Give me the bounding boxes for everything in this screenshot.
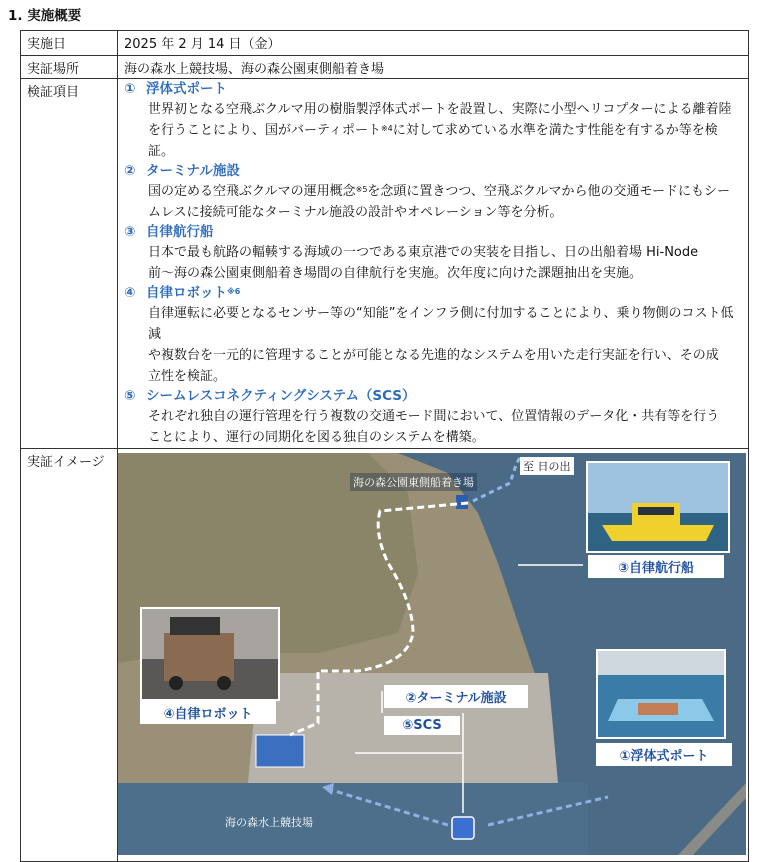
item-line: 国の定める空飛ぶクルマの運用概念 xyxy=(148,184,356,199)
port-label: ①浮体式ポート xyxy=(596,743,732,766)
item-number: ④ xyxy=(124,285,136,301)
item-line: や複数台を一元的に管理することが可能となる先進的なシステムを用いた走行実証を行い、その成 xyxy=(148,348,719,363)
aerial-map xyxy=(118,453,746,855)
item-floating-port xyxy=(118,80,748,162)
item-autonomous-robot xyxy=(118,284,748,387)
item-number: ② xyxy=(124,163,136,179)
item-line: ことにより、運行の同期化を図る独自のシステムを構築。 xyxy=(148,430,485,445)
image-label: 実証イメージ xyxy=(21,449,118,862)
item-number: ③ xyxy=(124,224,136,240)
section-heading: 1. 実施概要 xyxy=(8,8,82,24)
robot-label: ④自律ロボット xyxy=(140,701,276,724)
item-line: に対して求めている水準を満たす性能を有するか等を検証。 xyxy=(148,123,718,159)
image-cell xyxy=(118,449,749,862)
item-line: 自律運転に必要となるセンサー等の“知能”をインフラ側に付加することにより、乗り物側のコスト低減 xyxy=(148,306,734,342)
venue-label: 海の森水上競技場 xyxy=(225,816,313,829)
items-cell xyxy=(118,79,749,449)
terminal-building xyxy=(256,735,304,767)
item-scs xyxy=(118,387,748,448)
footnote-ref: ※5 xyxy=(355,185,368,194)
item-line: 日本で最も航路の輻輳する海域の一つである東京港での実装を目指し、日の出船着場 Hi-Node xyxy=(148,245,699,260)
port-illustration xyxy=(598,651,724,737)
item-line: それぞれ独自の運行管理を行う複数の交通モード間において、位置情報のデータ化・共有等を行う xyxy=(148,409,720,424)
to-hinode-label: 至 日の出 xyxy=(520,457,574,475)
footnote-ref: ※4 xyxy=(380,124,393,133)
item-title: 自律航行船 xyxy=(146,224,214,240)
ship-photo xyxy=(586,461,730,553)
footnote-ref: ※6 xyxy=(227,287,241,296)
place-value: 海の森水上競技場、海の森公園東側船着き場 xyxy=(118,56,749,79)
items-label: 検証項目 xyxy=(21,79,118,449)
ship-illustration xyxy=(588,463,728,551)
item-title: ターミナル施設 xyxy=(146,163,240,179)
item-terminal xyxy=(118,162,748,223)
item-autonomous-ship xyxy=(118,223,748,284)
terminal-label: ②ターミナル施設 xyxy=(384,685,528,708)
robot-illustration xyxy=(142,609,278,699)
item-line: ムレスに接続可能なターミナル施設の設計やオペレーション等を分析。 xyxy=(148,205,563,220)
item-line: を念頭に置きつつ、空飛ぶクルマから他の交通モードにもシー xyxy=(367,184,730,199)
item-line: 前～海の森公園東側船着き場間の自律航行を実施。次年度に向けた課題抽出を実施。 xyxy=(148,266,643,281)
robot-photo xyxy=(140,607,280,701)
item-number: ⑤ xyxy=(124,388,136,404)
floating-port-marker xyxy=(452,817,474,839)
scs-label: ⑤SCS xyxy=(384,716,460,735)
item-line: 世界初となる空飛ぶクルマ用の樹脂製浮体式ポートを設置し、実際に小型ヘリコプターによる離着陸 xyxy=(148,102,732,117)
pier-label: 海の森公園東側船着き場 xyxy=(350,473,477,491)
date-value: 2025 年 2 月 14 日（金） xyxy=(118,31,749,56)
overview-table xyxy=(20,30,749,862)
date-label: 実施日 xyxy=(21,31,118,56)
item-number: ① xyxy=(124,81,136,97)
port-photo xyxy=(596,649,726,739)
item-line: 立性を検証。 xyxy=(148,369,227,384)
item-title: シームレスコネクティングシステム（SCS） xyxy=(146,388,416,404)
ship-label: ③自律航行船 xyxy=(588,555,724,578)
place-label: 実証場所 xyxy=(21,56,118,79)
item-title: 自律ロボット xyxy=(146,285,227,301)
item-title: 浮体式ポート xyxy=(146,81,227,97)
item-line: を行うことにより、国がバーティポート xyxy=(148,123,381,138)
